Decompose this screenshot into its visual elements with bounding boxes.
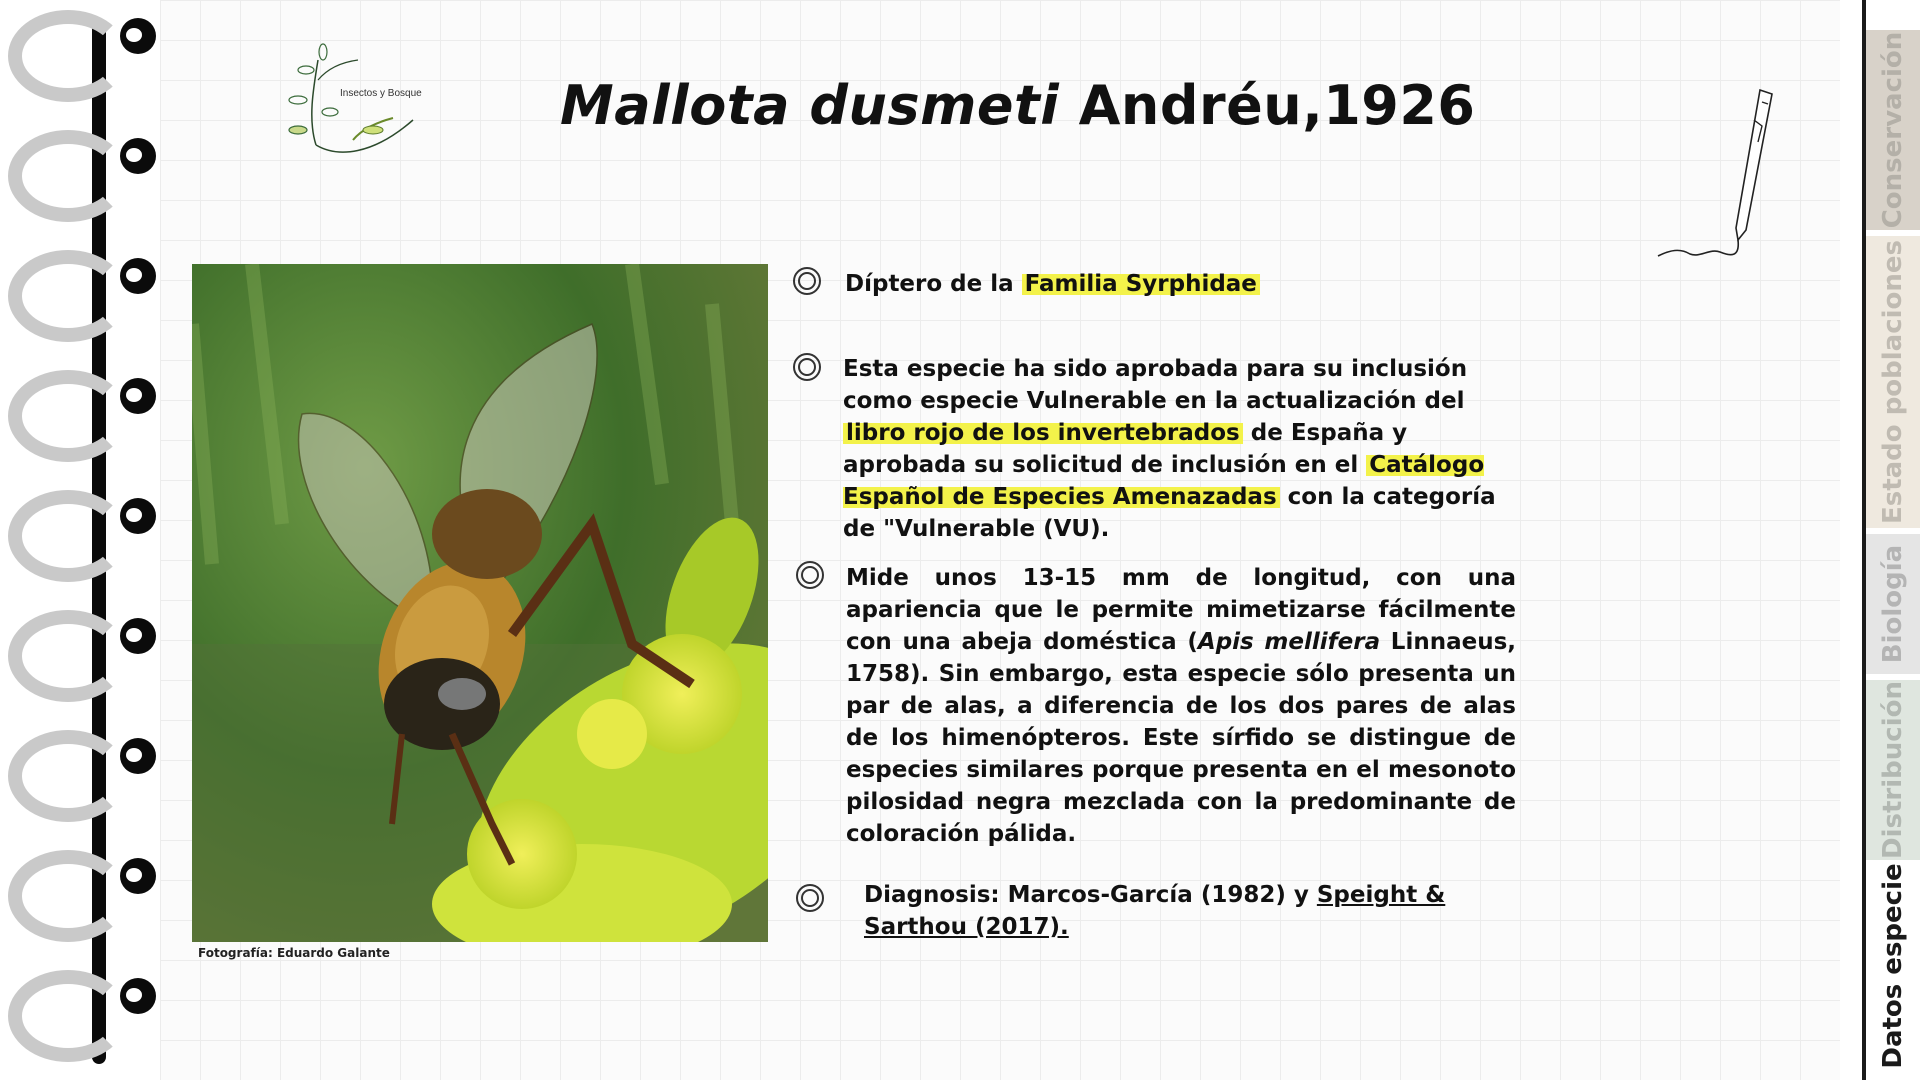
catalog-highlight: Catálogo Español de Especies Amenazadas [843,452,1485,510]
pen-icon [1650,80,1810,270]
red-book-highlight: libro rojo de los invertebrados [843,420,1243,446]
tab-conservacion[interactable]: Conservación [1866,30,1920,230]
apis-name: Apis mellifera [1197,629,1381,655]
bullet-icon [795,883,825,913]
bullet-icon [792,352,822,382]
binding-ring [0,244,160,354]
plant-logo-icon [268,40,428,160]
binding-ring [0,124,160,234]
binding-ring [0,4,160,114]
bullet-icon [792,266,822,296]
hoverfly-image [192,264,768,942]
family-text: Díptero de la Familia Syrphidae [845,268,1465,300]
species-author: Andréu,1926 [1059,74,1476,137]
description-text: Mide unos 13-15 mm de longitud, con una apariencia que le permite mimetizarse fácilmente con una abeja doméstica (Apis mellifera Linnaeus, 1758). Sin embargo, esta especie sólo presenta un par de alas, a diferencia de los dos pares de alas de los himenópteros. Este sírfido se distingue de especies similares porque presenta en el mesonoto pilosidad negra mezclada con la predominante de coloración pálida. [846,565,1517,847]
speight-sarthou-link[interactable]: Speight & Sarthou (2017). [864,882,1446,940]
logo [268,40,428,160]
bullet-icon [795,560,825,590]
tab-biologia[interactable]: Biología [1866,534,1920,674]
tab-datos-especie[interactable]: Datos especie [1866,866,1920,1066]
photo-caption: Fotografía: Eduardo Galante [198,946,390,960]
binding-ring [0,724,160,834]
tab-estado-poblaciones[interactable]: Estado poblaciones [1866,236,1920,528]
binding-ring [0,604,160,714]
family-highlight: Familia Syrphidae [1022,271,1260,297]
binding-ring [0,844,160,954]
page-title [560,74,1476,137]
logo-text: Insectos y Bosque [340,88,422,99]
species-photo [192,264,768,942]
tab-distribucion[interactable]: Distribución [1866,680,1920,860]
binding-ring [0,964,160,1074]
binding-ring [0,484,160,594]
species-name: Mallota dusmeti [560,74,1060,137]
conservation-status-text: Esta especie ha sido aprobada para su inclusión como especie Vulnerable en la actualización del libro rojo de los invertebrados de España y aprobada su solicitud de inclusión en el Catálogo Español de Especies Amenazadas con la categoría de "Vulnerable (VU). [843,356,1496,542]
diagnosis-text: Diagnosis: Marcos-García (1982) y Speight & Sarthou (2017). [864,882,1446,940]
binding-ring [0,364,160,474]
